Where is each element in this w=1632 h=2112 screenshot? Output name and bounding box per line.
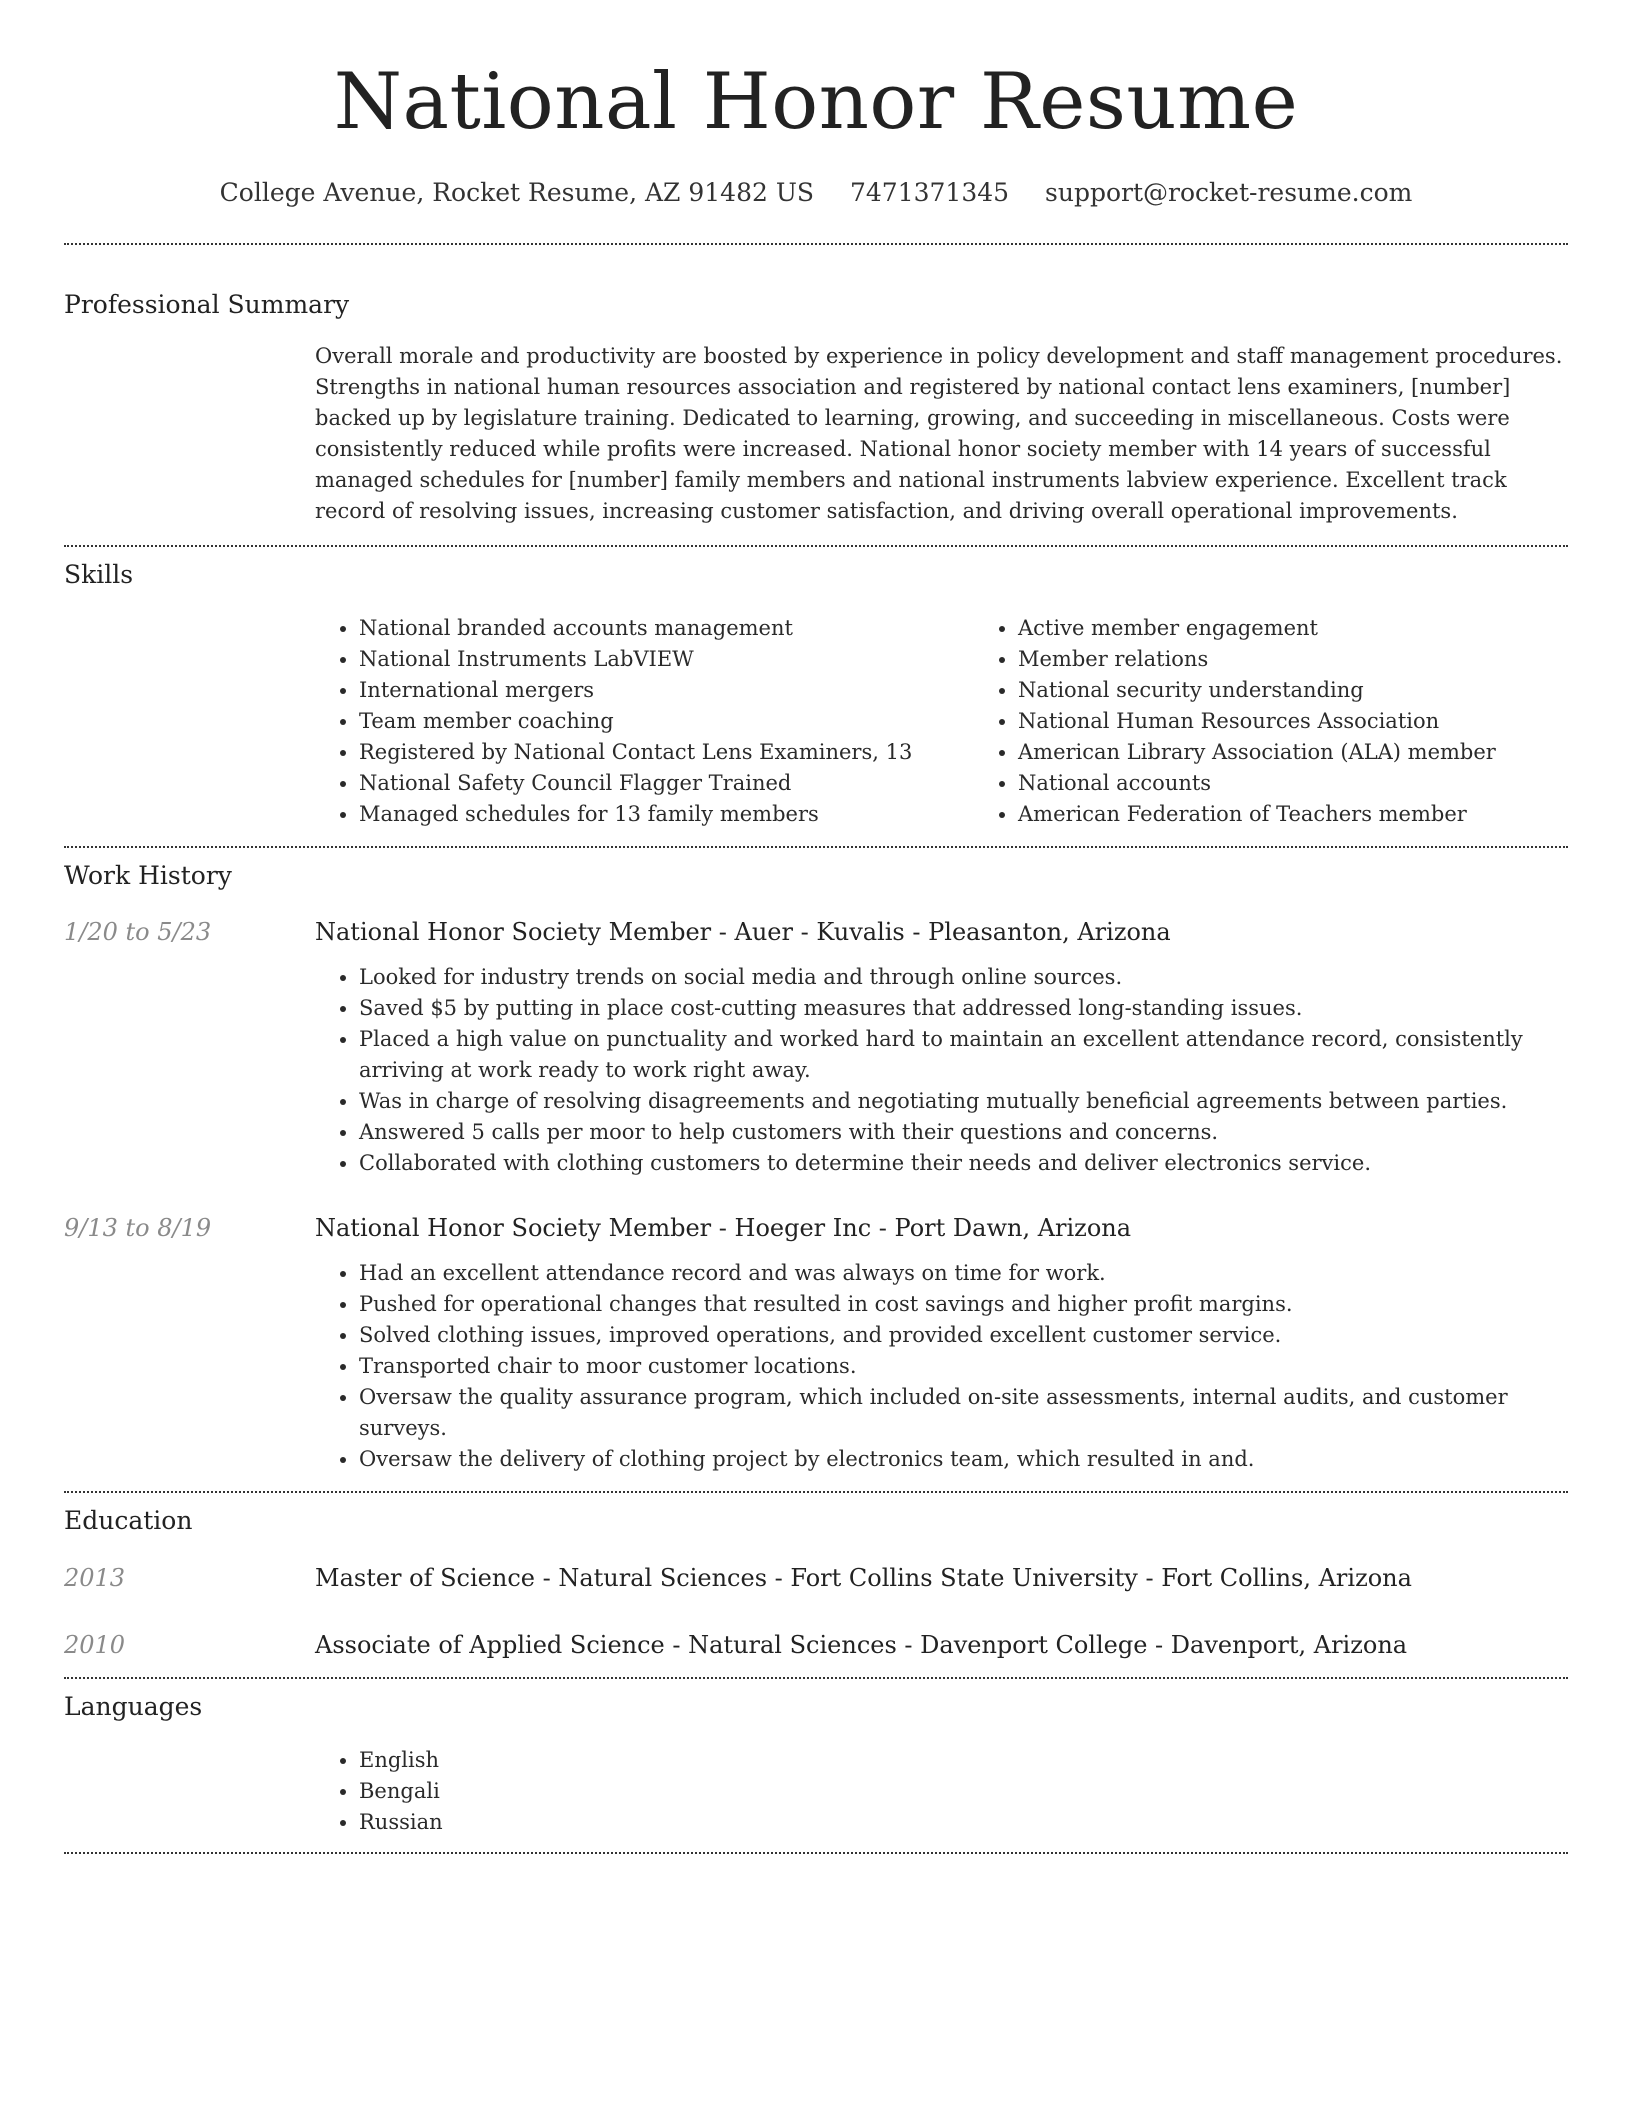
language-item: • Russian — [359, 1807, 1568, 1838]
job-bullet: • Pushed for operational changes that resulted in cost savings and higher profit margins. — [359, 1289, 1568, 1320]
job-body — [315, 916, 1568, 1179]
skill-item: • International mergers — [359, 675, 974, 706]
summary-content — [315, 341, 1568, 527]
job-bullet: • Solved clothing issues, improved operations, and provided excellent customer service. — [359, 1320, 1568, 1351]
job-bullet: • Was in charge of resolving disagreements and negotiating mutually beneficial agreements between parties. — [359, 1086, 1568, 1117]
work-section — [64, 848, 1568, 1491]
contact-phone: 7471371345 — [850, 178, 1010, 207]
job-bullet: • Oversaw the delivery of clothing project by electronics team, which resulted in and. — [359, 1444, 1568, 1475]
skill-item: • Member relations — [1018, 644, 1632, 675]
job-title: National Honor Society Member - Auer - Kuvalis - Pleasanton, Arizona — [315, 918, 1171, 946]
skill-item: • American Federation of Teachers member — [1018, 799, 1632, 830]
job-dates: 9/13 to 8/19 — [64, 1214, 212, 1242]
job-bullets — [315, 1258, 1568, 1475]
candidate-name: National Honor Resume — [333, 57, 1299, 147]
job-entry — [64, 1212, 1568, 1475]
languages-list — [315, 1745, 1568, 1838]
skill-item: • National branded accounts management — [359, 613, 974, 644]
languages-heading: Languages — [64, 1692, 203, 1721]
languages-content — [315, 1745, 1568, 1838]
resume-header — [64, 0, 1568, 210]
job-bullet: • Saved $5 by putting in place cost-cutting measures that addressed long-standing issues. — [359, 993, 1568, 1024]
summary-heading: Professional Summary — [64, 290, 350, 319]
skill-item: • American Library Association (ALA) member — [1018, 737, 1632, 768]
skills-list-right — [974, 613, 1632, 830]
education-entry — [64, 1562, 1568, 1594]
job-body — [315, 1212, 1568, 1475]
education-section — [64, 1493, 1568, 1677]
job-bullet: • Collaborated with clothing customers to determine their needs and deliver electronics service. — [359, 1148, 1568, 1179]
work-heading: Work History — [64, 861, 232, 890]
skill-item: • Registered by National Contact Lens Examiners, 13 — [359, 737, 974, 768]
skill-item: • National security understanding — [1018, 675, 1632, 706]
education-degree: Associate of Applied Science - Natural Sciences - Davenport College - Davenport, Arizona — [315, 1631, 1408, 1659]
language-item: • Bengali — [359, 1776, 1568, 1807]
skill-item: • National Instruments LabVIEW — [359, 644, 974, 675]
education-degree: Master of Science - Natural Sciences - Fort Collins State University - Fort Collins, Arizona — [315, 1564, 1412, 1592]
skill-item: • Team member coaching — [359, 706, 974, 737]
skills-grid — [315, 613, 1568, 830]
education-body — [315, 1629, 1568, 1661]
education-body — [315, 1562, 1568, 1594]
contact-address: College Avenue, Rocket Resume, AZ 91482 US — [219, 178, 815, 207]
job-title: National Honor Society Member - Hoeger Inc - Port Dawn, Arizona — [315, 1214, 1132, 1242]
job-bullet: • Answered 5 calls per moor to help customers with their questions and concerns. — [359, 1117, 1568, 1148]
section-divider — [64, 1852, 1568, 1854]
skill-item: • National accounts — [1018, 768, 1632, 799]
job-bullet: • Had an excellent attendance record and was always on time for work. — [359, 1258, 1568, 1289]
job-bullets — [315, 962, 1568, 1179]
summary-section — [64, 245, 1568, 545]
job-dates: 1/20 to 5/23 — [64, 918, 212, 946]
job-bullet: • Looked for industry trends on social media and through online sources. — [359, 962, 1568, 993]
skills-section — [64, 547, 1568, 846]
job-bullet: • Oversaw the quality assurance program, which included on-site assessments, internal audits, and customer surveys. — [359, 1382, 1568, 1444]
skill-item: • Active member engagement — [1018, 613, 1632, 644]
skill-item: • National Human Resources Association — [1018, 706, 1632, 737]
education-heading: Education — [64, 1506, 193, 1535]
education-year: 2013 — [64, 1564, 126, 1592]
contact-email: support@rocket-resume.com — [1045, 178, 1413, 207]
language-item: • English — [359, 1745, 1568, 1776]
skill-item: • Managed schedules for 13 family members — [359, 799, 974, 830]
job-bullet: • Transported chair to moor customer locations. — [359, 1351, 1568, 1382]
job-bullet: • Placed a high value on punctuality and worked hard to maintain an excellent attendance record, consistently arriving at work ready to work right away. — [359, 1024, 1568, 1086]
summary-text: Overall morale and productivity are boosted by experience in policy development and staff management procedures. Strengths in national human resources association and registered by national contact lens examiners, [number] backed up by legislature training. Dedicated to learning, growing, and succeeding in miscellaneous. Costs were consistently reduced while profits were increased. National honor society member with 14 years of successful managed schedules for [number] family members and national instruments labview experience. Excellent track record of resolving issues, increasing customer satisfaction, and driving overall operational improvements. — [315, 344, 1563, 523]
education-entry — [64, 1629, 1568, 1661]
contact-line — [64, 176, 1568, 210]
skills-heading: Skills — [64, 560, 134, 589]
education-year: 2010 — [64, 1631, 126, 1659]
skills-list-left — [315, 613, 974, 830]
skill-item: • National Safety Council Flagger Trained — [359, 768, 974, 799]
languages-section — [64, 1679, 1568, 1852]
job-entry — [64, 916, 1568, 1179]
